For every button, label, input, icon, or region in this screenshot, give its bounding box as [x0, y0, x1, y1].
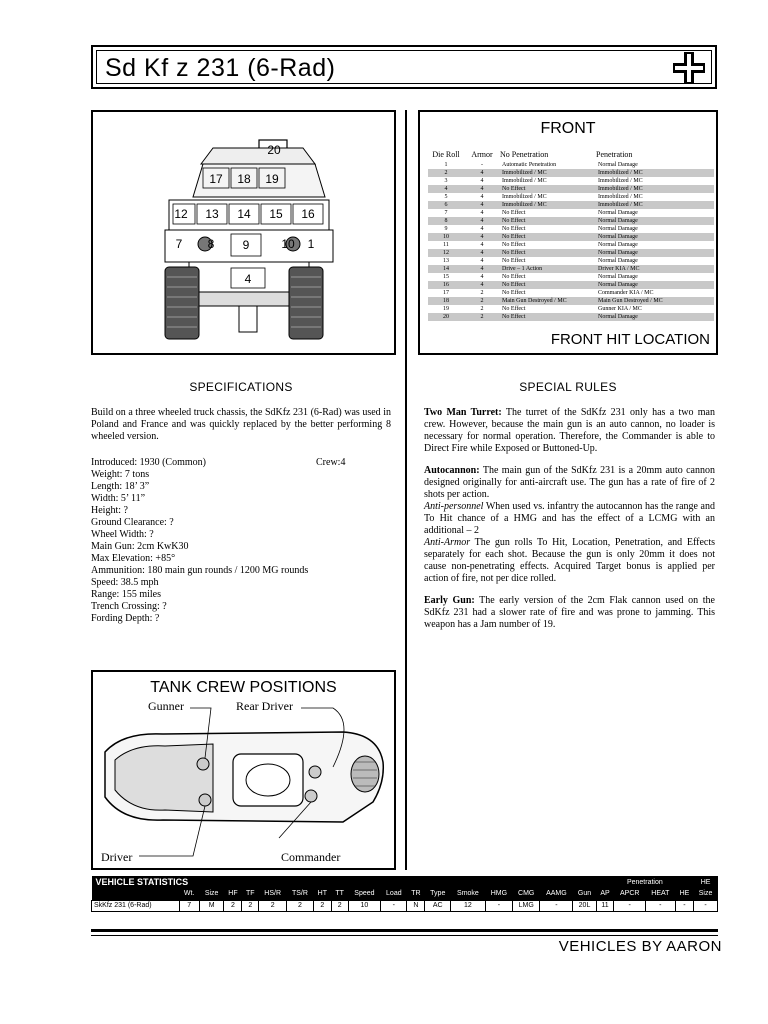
page-title: Sd Kf z 231 (6-Rad) — [105, 54, 336, 82]
hit-table-cell: 4 — [464, 201, 500, 209]
stats-column-header: HT — [317, 890, 327, 898]
stats-column-header: Wt. — [183, 890, 195, 898]
hit-table-cell: No Effect — [502, 306, 526, 312]
hit-table-cell: Immobilized / MC — [596, 169, 714, 177]
stats-cell: 2 — [313, 900, 331, 911]
hit-table-cell: No Effect — [502, 242, 526, 248]
stats-column-header: Load — [386, 890, 402, 898]
hit-table-cell: 4 — [464, 217, 500, 225]
hit-table-cell: Immobilized / MC — [502, 194, 547, 200]
hit-table-row — [428, 249, 714, 257]
stats-cell: SkKfz 231 (6-Rad) — [92, 900, 180, 911]
footer-credit: VEHICLES BY AARON — [558, 938, 722, 955]
vehicle-statistics-table — [91, 876, 718, 912]
stats-cell: - — [675, 900, 693, 911]
hit-table-cell: Normal Damage — [596, 233, 714, 241]
hit-table-cell: Immobilized / MC — [598, 194, 643, 200]
hit-table-row — [428, 225, 714, 233]
spec-item: Width: 5’ 11” — [91, 493, 146, 504]
hit-table-cell: 10 — [428, 233, 464, 241]
stats-cell: - — [614, 900, 645, 911]
hit-table-row — [428, 289, 714, 297]
spec-item: Height: ? — [91, 505, 128, 516]
stats-cell: - — [540, 900, 573, 911]
hit-table-cell: 3 — [444, 178, 448, 184]
stats-column-header: TR — [411, 890, 421, 898]
hit-table-cell: 20 — [428, 313, 464, 321]
crew-positions-heading: TANK CREW POSITIONS — [150, 679, 337, 696]
stats-column-header: AAMG — [546, 890, 567, 898]
hit-table-cell: 4 — [428, 185, 464, 193]
column-header: Armor — [471, 150, 493, 159]
zone-label: 1 — [307, 237, 315, 251]
hit-table-cell: No Effect — [502, 274, 526, 280]
stats-cell: 2 — [259, 900, 287, 911]
hit-table-cell: Normal Damage — [598, 258, 638, 264]
stats-cell: LMG — [513, 900, 540, 911]
stats-cell: 12 — [451, 900, 486, 911]
hit-table-cell: 7 — [444, 210, 448, 216]
stats-cell: - — [645, 900, 675, 911]
hit-table-cell: Normal Damage — [598, 210, 638, 216]
stats-column-header-row — [92, 888, 718, 900]
driver-label: Driver — [101, 850, 133, 864]
stats-column-header: HF — [228, 890, 238, 898]
zone-label: 15 — [269, 207, 283, 221]
hit-table-cell: Normal Damage — [598, 274, 638, 280]
spec-item: Trench Crossing: ? — [91, 601, 167, 612]
hit-table-row — [428, 193, 714, 201]
zone-label: 19 — [265, 172, 279, 186]
stats-column-header: Smoke — [457, 890, 479, 898]
hit-table-row — [428, 233, 714, 241]
spec-item: Ground Clearance: ? — [91, 517, 174, 528]
hit-table-cell: 16 — [428, 281, 464, 289]
hit-table-cell: 4 — [480, 226, 484, 232]
hit-table-cell: Immobilized / MC — [502, 178, 547, 184]
front-diagram-panel — [91, 110, 396, 355]
rule-two-man-turret: Two Man Turret: The turret of the SdKfz 231 only has a two man crew. However, because the main gun is an auto cannon, no loader is necessary for normal operation. Therefore, the Commander is able to Direct Fire while Exposed or Buttoned-Up. — [424, 407, 715, 454]
rule-autocannon: Autocannon: The main gun of the SdKfz 231 is a 20mm auto cannon designed originally for anti-aircraft use. The gun has a rate of fire of 2 shots per action. — [424, 465, 715, 500]
hit-table-cell: 4 — [480, 178, 484, 184]
hit-table-cell: Immobilized / MC — [500, 169, 596, 177]
hit-table-cell: No Effect — [500, 185, 596, 193]
hit-table-cell: 5 — [444, 194, 448, 200]
hit-table-cell: 4 — [464, 265, 500, 273]
zone-label: 10 — [281, 237, 295, 251]
spec-item: Speed: 38.5 mph — [91, 577, 159, 588]
hit-table-cell: 4 — [480, 210, 484, 216]
hit-table-cell: 2 — [464, 297, 500, 305]
stats-column-header: Gun — [577, 890, 592, 898]
crew-count: Crew:4 — [316, 457, 346, 468]
stats-cell: 2 — [242, 900, 259, 911]
special-rules-body — [424, 407, 715, 641]
front-hit-table — [428, 150, 714, 321]
hit-table-cell: 4 — [464, 233, 500, 241]
stats-cell: - — [694, 900, 718, 911]
footer-rule-thin — [91, 935, 718, 936]
hit-table-cell: 17 — [443, 290, 449, 296]
hit-table-cell: Automatic Penetration — [502, 162, 557, 168]
hit-table-cell: 4 — [464, 281, 500, 289]
spec-item: Range: 155 miles — [91, 589, 161, 600]
rear-driver-label: Rear Driver — [236, 699, 293, 713]
hit-table-cell: 14 — [428, 265, 464, 273]
stats-data-row — [92, 900, 718, 911]
column-header: Penetration — [596, 150, 633, 159]
stats-column-header: AP — [600, 890, 610, 898]
hit-table-cell: Immobilized / MC — [500, 201, 596, 209]
hit-table-cell: Main Gun Destroyed / MC — [596, 297, 714, 305]
zone-label: 14 — [237, 207, 251, 221]
stats-cell: 7 — [179, 900, 199, 911]
hit-table-cell: 18 — [428, 297, 464, 305]
spec-item: Ammunition: 180 main gun rounds / 1200 MG rounds — [91, 565, 309, 576]
commander-label: Commander — [281, 850, 341, 864]
stats-column-header: TS/R — [291, 890, 308, 898]
vehicle-front-diagram — [93, 112, 398, 357]
zone-label: 20 — [267, 143, 281, 157]
hit-table-row — [428, 265, 714, 273]
balkenkreuz-icon — [673, 52, 705, 84]
zone-label: 9 — [242, 238, 250, 252]
hit-table-cell: Normal Damage — [598, 162, 638, 168]
hit-table-cell: 8 — [428, 217, 464, 225]
hit-table-cell: 2 — [480, 306, 484, 312]
stats-column-header: HEAT — [651, 890, 670, 898]
hit-table-cell: 4 — [464, 169, 500, 177]
hit-table-row — [428, 257, 714, 265]
stats-name-header — [92, 888, 180, 900]
hit-table-cell: Normal Damage — [596, 249, 714, 257]
hit-table-row — [428, 201, 714, 209]
spec-item: Length: 18’ 3” — [91, 481, 150, 492]
hit-table-cell: Normal Damage — [596, 217, 714, 225]
hit-table-cell: Immobilized / MC — [598, 178, 643, 184]
hit-table-cell: 15 — [443, 274, 449, 280]
hit-table-cell: 12 — [428, 249, 464, 257]
hit-table-cell: 11 — [443, 242, 449, 248]
hit-table-cell: No Effect — [500, 281, 596, 289]
hit-table-cell: 2 — [428, 169, 464, 177]
hit-table-cell: 2 — [464, 313, 500, 321]
hit-table-cell: No Effect — [500, 217, 596, 225]
zone-label: 18 — [237, 172, 251, 186]
hit-table-row — [428, 305, 714, 313]
hit-table-cell: 2 — [480, 290, 484, 296]
hit-table-cell: Normal Damage — [598, 226, 638, 232]
stats-cell: 2 — [287, 900, 314, 911]
rule-anti-personnel: Anti-personnel When used vs. infantry the autocannon has the range and To Hit chance of a HMG and has the effect of a LCMG with an additional – 2 — [424, 501, 715, 536]
hit-table-cell: Main Gun Destroyed / MC — [500, 297, 596, 305]
stats-column-header: TT — [335, 890, 344, 898]
specifications-heading: SPECIFICATIONS — [189, 380, 293, 394]
stats-column-header: TF — [246, 890, 255, 898]
penetration-group-header: Penetration — [626, 878, 663, 886]
hit-table-cell: Immobilized / MC — [596, 185, 714, 193]
stats-column-header: HE — [679, 890, 690, 898]
hit-table-cell: Driver KIA / MC — [596, 265, 714, 273]
zone-label: 8 — [207, 237, 215, 251]
hit-table-cell: 4 — [480, 194, 484, 200]
stats-column-header: Size — [698, 890, 713, 898]
hit-table-row — [428, 161, 714, 169]
title-box — [91, 45, 717, 89]
stats-column-header: CMG — [518, 890, 535, 898]
specifications-list — [91, 457, 391, 625]
spec-item: Wheel Width: ? — [91, 529, 154, 540]
spec-item: Max Elevation: +85° — [91, 553, 176, 564]
spec-item: Fording Depth: ? — [91, 613, 160, 624]
column-header: Die Roll — [432, 150, 460, 159]
stats-column-header: Speed — [354, 890, 375, 898]
zone-label: 12 — [174, 207, 188, 221]
hit-table-cell: 4 — [480, 242, 484, 248]
hit-table-cell: No Effect — [500, 233, 596, 241]
stats-cell: N — [407, 900, 425, 911]
stats-title: VEHICLE STATISTICS — [95, 877, 189, 887]
hit-table-row — [428, 297, 714, 305]
spec-item: Introduced: 1930 (Common) — [91, 457, 206, 468]
stats-cell: 20L — [573, 900, 596, 911]
hit-table-cell: Immobilized / MC — [596, 201, 714, 209]
hit-table-cell: 4 — [464, 185, 500, 193]
hit-table-cell: No Effect — [502, 290, 526, 296]
zone-label: 13 — [205, 207, 219, 221]
hit-table-cell: No Effect — [500, 249, 596, 257]
stats-cell: - — [485, 900, 512, 911]
special-rules-heading: SPECIAL RULES — [519, 380, 617, 394]
hit-table-cell: No Effect — [502, 258, 526, 264]
hit-table-cell: 4 — [480, 258, 484, 264]
hit-table-cell: No Effect — [502, 226, 526, 232]
he-group-header: HE — [700, 878, 711, 886]
rule-anti-armor: Anti-Armor The gun rolls To Hit, Location, Penetration, and Effects separately for each shot. Because the gun is only 20mm it does not cause non-penetrating effects. Acquired Target bonus is applied per action of fire, not per dice rolled. — [424, 537, 715, 584]
hit-table-row — [428, 313, 714, 321]
zone-label: 4 — [244, 272, 252, 286]
stats-cell: M — [199, 900, 224, 911]
column-header: No Penetration — [500, 150, 549, 159]
crew-positions-panel — [91, 670, 396, 870]
zone-label: 17 — [209, 172, 223, 186]
stats-cell: - — [381, 900, 407, 911]
hit-table-row — [428, 177, 714, 185]
stats-cell: 2 — [331, 900, 348, 911]
stats-cell: AC — [425, 900, 451, 911]
hit-table-row — [428, 169, 714, 177]
hit-table-cell: No Effect — [500, 313, 596, 321]
front-heading: FRONT — [540, 120, 596, 137]
specifications-description: Build on a three wheeled truck chassis, the SdKfz 231 (6-Rad) was used in Poland and France and was quickly replaced by the better performing 8 wheeled version. — [91, 407, 391, 442]
footer-rule — [91, 929, 718, 932]
spec-item: Weight: 7 tons — [91, 469, 150, 480]
hit-table-cell: Drive – 1 Action — [500, 265, 596, 273]
stats-cell: 2 — [224, 900, 242, 911]
spec-item: Main Gun: 2cm KwK30 — [91, 541, 189, 552]
hit-table-cell: Commander KIA / MC — [598, 290, 654, 296]
stats-column-header: HS/R — [264, 890, 282, 898]
column-divider — [405, 110, 407, 870]
zone-label: 16 — [301, 207, 315, 221]
hit-table-cell: 4 — [464, 249, 500, 257]
stats-column-header: Size — [204, 890, 219, 898]
stats-spacer — [224, 876, 596, 888]
stats-group-row — [92, 876, 718, 888]
hit-table-row — [428, 241, 714, 249]
stats-column-header: APCR — [620, 890, 640, 898]
stats-cell: 10 — [348, 900, 381, 911]
hit-table-cell: 9 — [444, 226, 448, 232]
hit-table-cell: Normal Damage — [596, 281, 714, 289]
hit-table-cell: 1 — [444, 162, 448, 168]
hit-table-cell: No Effect — [502, 210, 526, 216]
hit-table-cell: 19 — [443, 306, 449, 312]
stats-column-header: HMG — [490, 890, 508, 898]
hit-table-cell: 4 — [480, 274, 484, 280]
hit-table-cell: Gunner KIA / MC — [598, 306, 642, 312]
hit-table-cell: Normal Damage — [596, 313, 714, 321]
stats-column-header: Type — [430, 890, 446, 898]
front-hit-location-caption: FRONT HIT LOCATION — [550, 331, 710, 348]
hit-table-cell: Normal Damage — [598, 242, 638, 248]
hit-table-cell: 13 — [443, 258, 449, 264]
front-hit-table-panel — [418, 110, 718, 355]
hit-table-row — [428, 185, 714, 193]
hit-table-row — [428, 273, 714, 281]
hit-table-row — [428, 209, 714, 217]
zone-label: 7 — [175, 237, 183, 251]
rule-early-gun: Early Gun: The early version of the 2cm Flak cannon used on the SdKfz 231 had a slower rate of fire and was prone to jamming. This weapon has a Jam number of 19. — [424, 595, 715, 630]
hit-table-row — [428, 217, 714, 225]
hit-table-cell: - — [481, 162, 483, 168]
hit-table-cell: 6 — [428, 201, 464, 209]
stats-cell: 11 — [596, 900, 614, 911]
hit-table-row — [428, 281, 714, 289]
gunner-label: Gunner — [148, 699, 184, 713]
